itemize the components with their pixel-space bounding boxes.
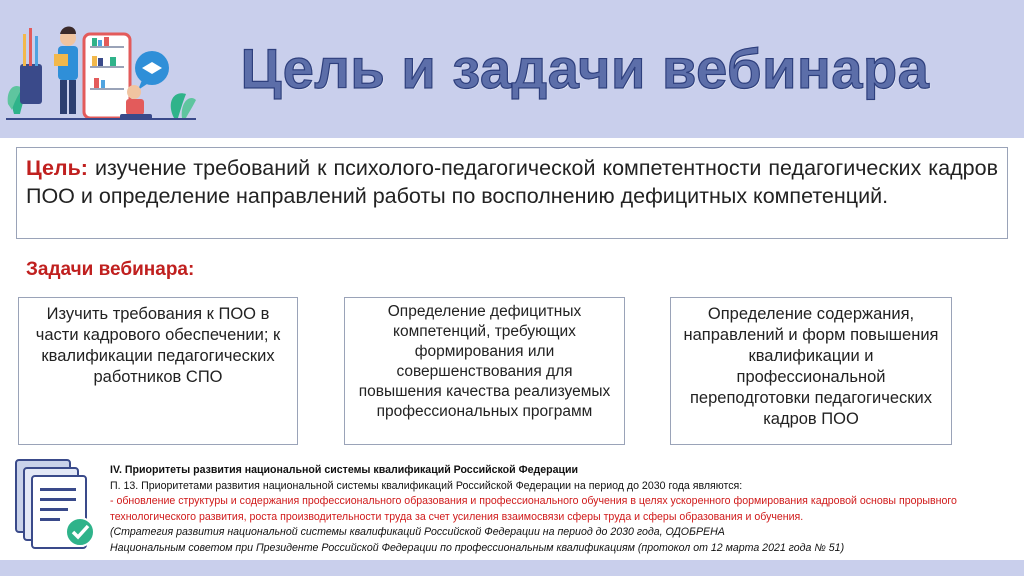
goal-label: Цель: bbox=[26, 156, 88, 180]
illustration-people-icon bbox=[6, 14, 196, 126]
strategy-note bbox=[110, 463, 1010, 556]
document-checkmark-icon bbox=[10, 456, 100, 552]
note-heading: IV. Приоритеты развития национальной системы квалификаций Российской Федерации bbox=[110, 464, 579, 476]
page-title: Цель и задачи вебинара bbox=[240, 37, 930, 100]
task-box-1: Изучить требования к ПОО в части кадрового обеспечении; к квалификации педагогических работников СПО bbox=[18, 297, 298, 445]
goal-text: изучение требований к психолого-педагогической компетентности педагогических кадров ПОО и определение направлений работы по восполнению дефицитных компетенций. bbox=[26, 156, 998, 208]
task-box-3: Определение содержания, направлений и форм повышения квалификации и профессиональной переподготовки педагогических кадров ПОО bbox=[670, 297, 952, 445]
note-item: - обновление структуры и содержания профессионального образования и профессионального обучения в целях ускоренного формирования кадровой основы прорывного технологического развития, роста производительности труда за счет усиления взаимосвязи сферы труда и сферы образования и обучения. bbox=[110, 495, 957, 523]
task-box-2: Определение дефицитных компетенций, требующих формирования или совершенствования для повышения качества реализуемых профессиональных программ bbox=[344, 297, 625, 445]
goal-box bbox=[16, 147, 1008, 239]
note-source-line-2: Национальным советом при Президенте Российской Федерации по профессиональным квалификациям (протокол от 12 марта 2021 года № 51) bbox=[110, 541, 845, 554]
note-source-line-1: (Стратегия развития национальной системы квалификаций Российской Федерации на период до 2030 года, ОДОБРЕНА bbox=[110, 526, 725, 538]
note-paragraph: П. 13. Приоритетами развития национальной системы квалификаций Российской Федерации на период до 2030 года являются: bbox=[110, 479, 743, 492]
footer-band bbox=[0, 560, 1024, 576]
tasks-heading: Задачи вебинара: bbox=[26, 259, 195, 280]
